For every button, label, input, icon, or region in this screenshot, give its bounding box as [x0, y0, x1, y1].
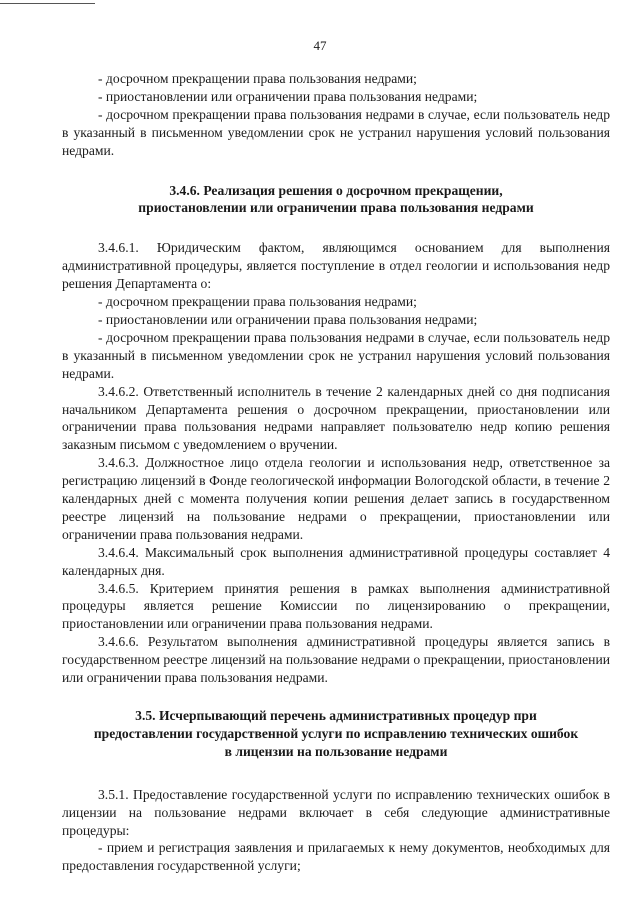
paragraph-3-4-6-4: 3.4.6.4. Максимальный срок выполнения административной процедуры составляет 4 календарных дня.	[62, 544, 610, 578]
paragraph-3-4-6-1: 3.4.6.1. Юридическим фактом, являющимся основанием для выполнения административной процедуры, является поступление в отдел геологии и использования недр решения Департамента о:	[62, 240, 610, 292]
paragraph-3-4-6-6: 3.4.6.6. Результатом выполнения административной процедуры является запись в государственном реестре лицензий на пользование недрами о прекращении, приостановлении или ограничении права пользования недрами.	[62, 634, 610, 686]
paragraph-3-5-1: 3.5.1. Предоставление государственной услуги по исправлению технических ошибок в лицензии на пользование недрами включает в себя следующие административные процедуры:	[62, 786, 610, 838]
heading-line: приостановлении или ограничении права пользования недрами	[138, 200, 534, 216]
list-item: - приостановлении или ограничении права пользования недрами;	[98, 88, 478, 104]
heading-line: 3.4.6. Реализация решения о досрочном прекращении,	[169, 182, 503, 198]
list-item: - досрочном прекращении права пользования недрами;	[98, 71, 417, 86]
page-number: 47	[313, 38, 327, 53]
list-item: - досрочном прекращении права пользования недрами;	[98, 294, 417, 310]
heading-line: в лицензии на пользование недрами	[224, 743, 448, 759]
paragraph-3-4-6-2: 3.4.6.2. Ответственный исполнитель в течение 2 календарных дней со дня подписания начальником Департамента решения о досрочном прекращении, приостановлении или ограничении права пользования недрами направляет пользователю недр копию решения заказным письмом с уведомлением о вручении.	[62, 383, 610, 453]
list-item: - досрочном прекращении права пользования недрами в случае, если пользователь недр в указанный в письменном уведомлении срок не устранил нарушения условий пользования недрами.	[62, 106, 610, 158]
paragraph-3-4-6-3: 3.4.6.3. Должностное лицо отдела геологии и использования недр, ответственное за регистрацию лицензий в Фонде геологической информации Вологодской области, в течение 2 календарных дней с момента получения копии решения делает запись в государственном реестре лицензий на пользование недрами о прекращении, приостановлении или ограничении права пользования недрами.	[62, 455, 610, 542]
top-left-rule	[0, 3, 95, 4]
section-heading-3-4-6	[62, 182, 610, 218]
document-body	[62, 70, 610, 875]
section-heading-3-5	[62, 707, 610, 761]
list-item: - досрочном прекращении права пользования недрами в случае, если пользователь недр в указанный в письменном уведомлении срок не устранил нарушения условий пользования недрами.	[62, 329, 610, 381]
list-item: - прием и регистрация заявления и прилагаемых к нему документов, необходимых для предоставления государственной услуги;	[62, 840, 610, 874]
heading-line: 3.5. Исчерпывающий перечень административных процедур при	[135, 708, 537, 723]
paragraph-3-4-6-5: 3.4.6.5. Критерием принятия решения в рамках выполнения административной процедуры является решение Комиссии по лицензированию о прекращении, приостановлении или ограничении права пользования недрами.	[62, 580, 610, 632]
heading-line: предоставлении государственной услуги по исправлению технических ошибок	[93, 725, 579, 741]
list-item: - приостановлении или ограничении права пользования недрами;	[98, 311, 478, 327]
